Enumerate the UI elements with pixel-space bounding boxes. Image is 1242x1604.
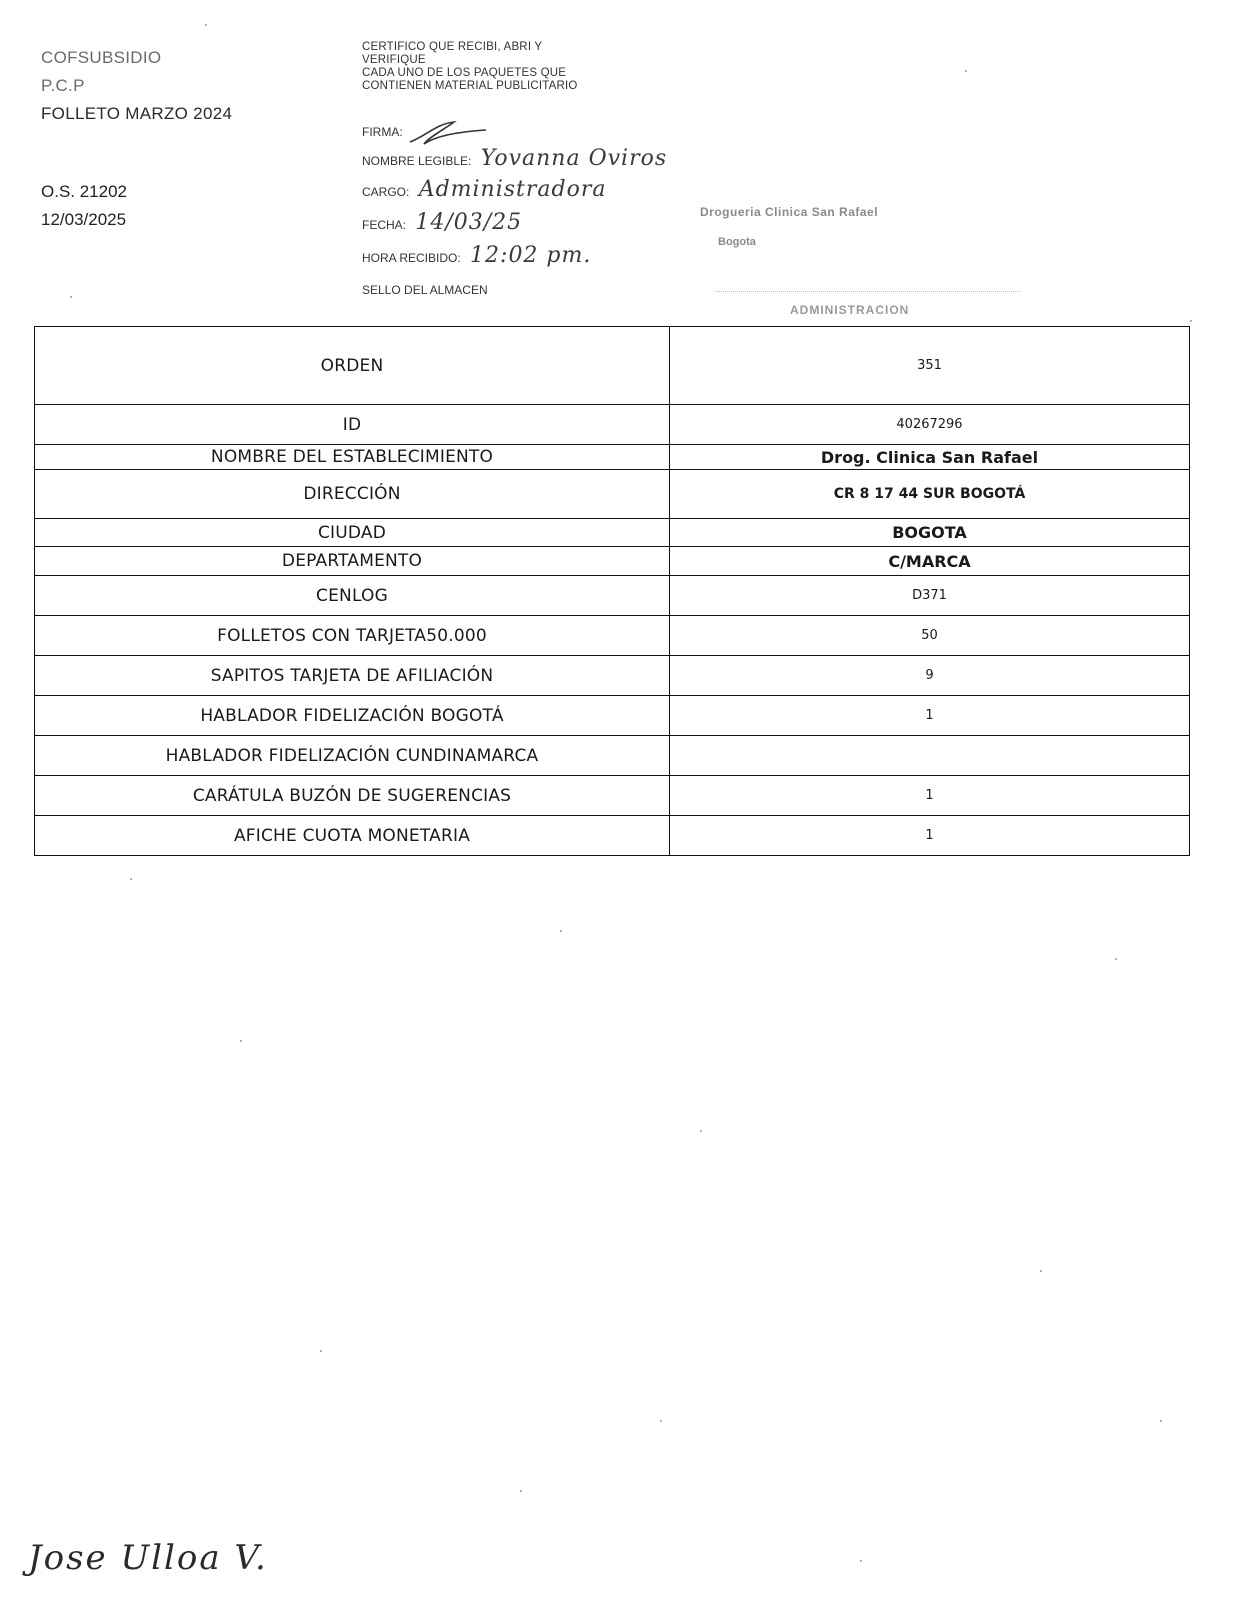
row-value [670, 736, 1190, 776]
scan-speck [700, 1130, 702, 1132]
row-label: SAPITOS TARJETA DE AFILIACIÓN [35, 656, 670, 696]
store-stamp-line2: Bogota [718, 236, 756, 248]
table-row [35, 327, 1190, 405]
row-label: ORDEN [35, 327, 670, 405]
scan-speck [130, 878, 132, 880]
cargo-value: Administradora [418, 177, 607, 202]
row-value: 351 [670, 327, 1190, 405]
table-row [35, 576, 1190, 616]
scan-speck [860, 1560, 862, 1562]
program-code: P.C.P [41, 76, 85, 95]
row-value: 1 [670, 816, 1190, 856]
row-value: 1 [670, 696, 1190, 736]
store-stamp-line1: Drogueria Clinica San Rafael [700, 205, 879, 219]
table-row [35, 616, 1190, 656]
campaign-title: FOLLETO MARZO 2024 [41, 104, 233, 123]
cert-line: CADA UNO DE LOS PAQUETES QUE [362, 67, 567, 79]
scan-speck [1040, 1270, 1042, 1272]
store-seal-field [362, 283, 488, 297]
row-label: CENLOG [35, 576, 670, 616]
scan-speck [70, 296, 72, 298]
sello-label: SELLO DEL ALMACEN [362, 283, 488, 297]
table-row [35, 816, 1190, 856]
row-label: CIUDAD [35, 519, 670, 547]
row-value: 40267296 [670, 405, 1190, 445]
service-order-block [41, 178, 127, 234]
row-label: HABLADOR FIDELIZACIÓN BOGOTÁ [35, 696, 670, 736]
row-label: DEPARTAMENTO [35, 547, 670, 576]
row-label: HABLADOR FIDELIZACIÓN CUNDINAMARCA [35, 736, 670, 776]
certification-statement [362, 41, 578, 93]
scan-speck [1160, 1420, 1162, 1422]
date-field [362, 210, 522, 235]
scan-speck [1115, 958, 1117, 960]
table-row [35, 519, 1190, 547]
service-order-date: 12/03/2025 [41, 210, 127, 229]
scan-speck [240, 1040, 242, 1042]
row-value: D371 [670, 576, 1190, 616]
row-label: AFICHE CUOTA MONETARIA [35, 816, 670, 856]
scan-speck [520, 1490, 522, 1492]
name-field [362, 146, 667, 171]
scan-speck [660, 1420, 662, 1422]
hora-label: HORA RECIBIDO: [362, 251, 461, 265]
row-label: NOMBRE DEL ESTABLECIMIENTO [35, 445, 670, 470]
row-label: DIRECCIÓN [35, 470, 670, 519]
row-value: 1 [670, 776, 1190, 816]
row-value: C/MARCA [670, 547, 1190, 576]
row-value: 50 [670, 616, 1190, 656]
delivery-table [34, 326, 1190, 856]
firma-label: FIRMA: [362, 125, 403, 140]
table-row [35, 656, 1190, 696]
table-row [35, 696, 1190, 736]
nombre-value: Yovanna Oviros [480, 146, 668, 171]
cert-line: CERTIFICO QUE RECIBI, ABRI Y [362, 41, 543, 53]
hora-value: 12:02 pm. [470, 243, 592, 268]
handwritten-signature-icon [406, 118, 496, 148]
cert-line: VERIFIQUE [362, 54, 426, 66]
fecha-value: 14/03/25 [415, 210, 523, 235]
stamp-divider [715, 291, 1020, 292]
cargo-label: CARGO: [362, 185, 410, 199]
table-row [35, 445, 1190, 470]
sender-header [41, 44, 232, 128]
store-stamp-line3: ADMINISTRACION [790, 303, 910, 317]
fecha-label: FECHA: [362, 218, 407, 232]
position-field [362, 177, 607, 202]
scan-speck [1190, 320, 1192, 322]
scan-speck [205, 24, 207, 26]
row-value: CR 8 17 44 SUR BOGOTÁ [670, 470, 1190, 519]
table-row [35, 547, 1190, 576]
signature-field [362, 118, 496, 148]
bottom-signature: Jose Ulloa V. [28, 1538, 268, 1578]
table-row [35, 470, 1190, 519]
cert-line: CONTIENEN MATERIAL PUBLICITARIO [362, 80, 578, 92]
table-row [35, 776, 1190, 816]
time-field [362, 243, 591, 268]
service-order-number: O.S. 21202 [41, 182, 128, 201]
nombre-label: NOMBRE LEGIBLE: [362, 154, 472, 168]
scan-speck [560, 930, 562, 932]
row-label: ID [35, 405, 670, 445]
row-label: FOLLETOS CON TARJETA50.000 [35, 616, 670, 656]
company-name: COFSUBSIDIO [41, 48, 162, 67]
table-row [35, 736, 1190, 776]
row-value: 9 [670, 656, 1190, 696]
row-value: Drog. Clinica San Rafael [670, 445, 1190, 470]
row-value: BOGOTA [670, 519, 1190, 547]
table-row [35, 405, 1190, 445]
scan-speck [965, 70, 967, 72]
scan-speck [320, 1350, 322, 1352]
row-label: CARÁTULA BUZÓN DE SUGERENCIAS [35, 776, 670, 816]
